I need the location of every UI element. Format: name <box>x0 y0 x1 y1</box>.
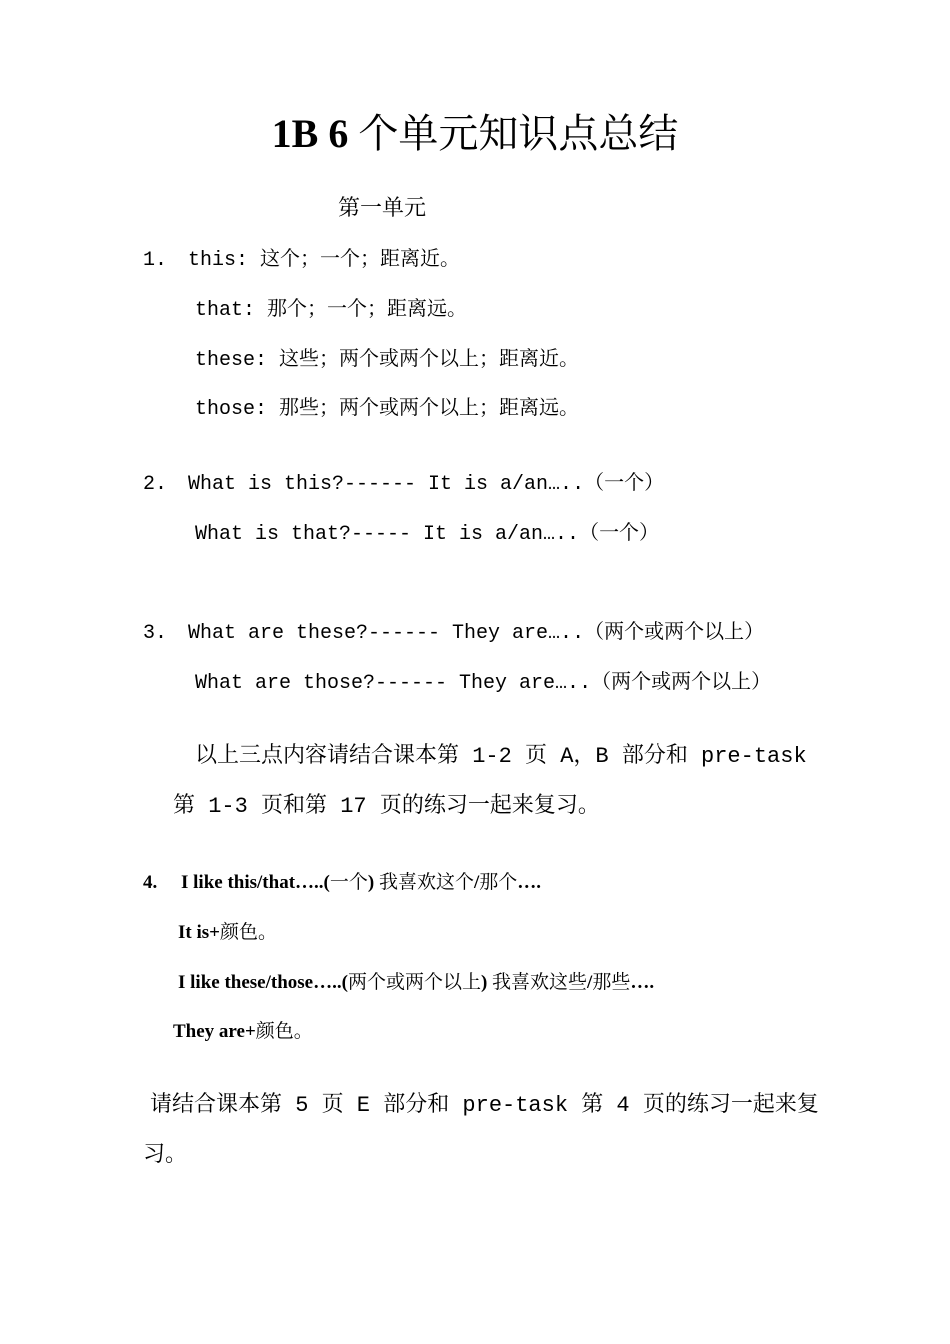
section4-number: 4. <box>143 872 158 893</box>
section4-line <box>173 1018 313 1046</box>
section1-line: those: 那些；两个或两个以上；距离远。 <box>195 398 580 421</box>
section4-text-bold: …. <box>517 872 542 893</box>
section4-text-bold: ) <box>367 872 375 893</box>
section4-text-bold: / <box>587 972 593 993</box>
section4-text-bold: / <box>473 872 480 893</box>
section4-line <box>178 969 654 997</box>
section4-text: 一个 <box>329 872 368 893</box>
review-note-line: 以上三点内容请结合课本第 1-2 页 A，B 部分和 pre-task <box>195 744 807 769</box>
section3-line: What are those?------ They are…..（两个或两个以上） <box>195 672 772 695</box>
section3-number: 3. <box>143 622 168 645</box>
review-note-line: 习。 <box>143 1143 188 1168</box>
section2-line: What is that?----- It is a/an…..（一个） <box>195 523 660 546</box>
section4-line <box>178 919 277 947</box>
page-title-rest: 个单元知识点总结 <box>348 111 679 156</box>
section4-text: 我喜欢这些 <box>487 972 588 993</box>
section1-line: these: 这些；两个或两个以上；距离近。 <box>195 349 580 372</box>
page-title <box>0 108 950 160</box>
section4-text: 那些 <box>592 972 631 993</box>
review-note-line: 请结合课本第 5 页 E 部分和 pre-task 第 4 页的练习一起来复 <box>150 1093 819 1118</box>
section1-number: 1. <box>143 249 168 272</box>
section4-text: 两个或两个以上 <box>347 972 481 993</box>
section4-text: 颜色。 <box>219 922 277 943</box>
section4-text-bold: ) <box>480 972 488 993</box>
review-note-line: 第 1-3 页和第 17 页的练习一起来复习。 <box>173 794 600 819</box>
section4-text-bold: I like these/those…..( <box>178 972 348 993</box>
page-title-bold: 1B 6 <box>271 111 349 156</box>
section2-line: What is this?------ It is a/an…..（一个） <box>188 473 665 496</box>
unit-heading: 第一单元 <box>338 195 427 220</box>
section4-line <box>181 869 541 897</box>
section1-line: that: 那个；一个；距离远。 <box>195 299 468 322</box>
section4-text-bold: …. <box>630 972 655 993</box>
section4-text: 我喜欢这个 <box>374 872 474 893</box>
section4-text-bold: They are+ <box>173 1021 256 1042</box>
section1-line: this: 这个；一个；距离近。 <box>188 249 461 272</box>
section4-text-bold: I like this/that…..( <box>181 872 330 893</box>
section4-text: 那个 <box>479 872 518 893</box>
section3-line: What are these?------ They are…..（两个或两个以上） <box>188 622 765 645</box>
section2-number: 2. <box>143 473 168 496</box>
section4-text-bold: It is+ <box>178 922 220 943</box>
section4-text: 颜色。 <box>255 1021 313 1042</box>
